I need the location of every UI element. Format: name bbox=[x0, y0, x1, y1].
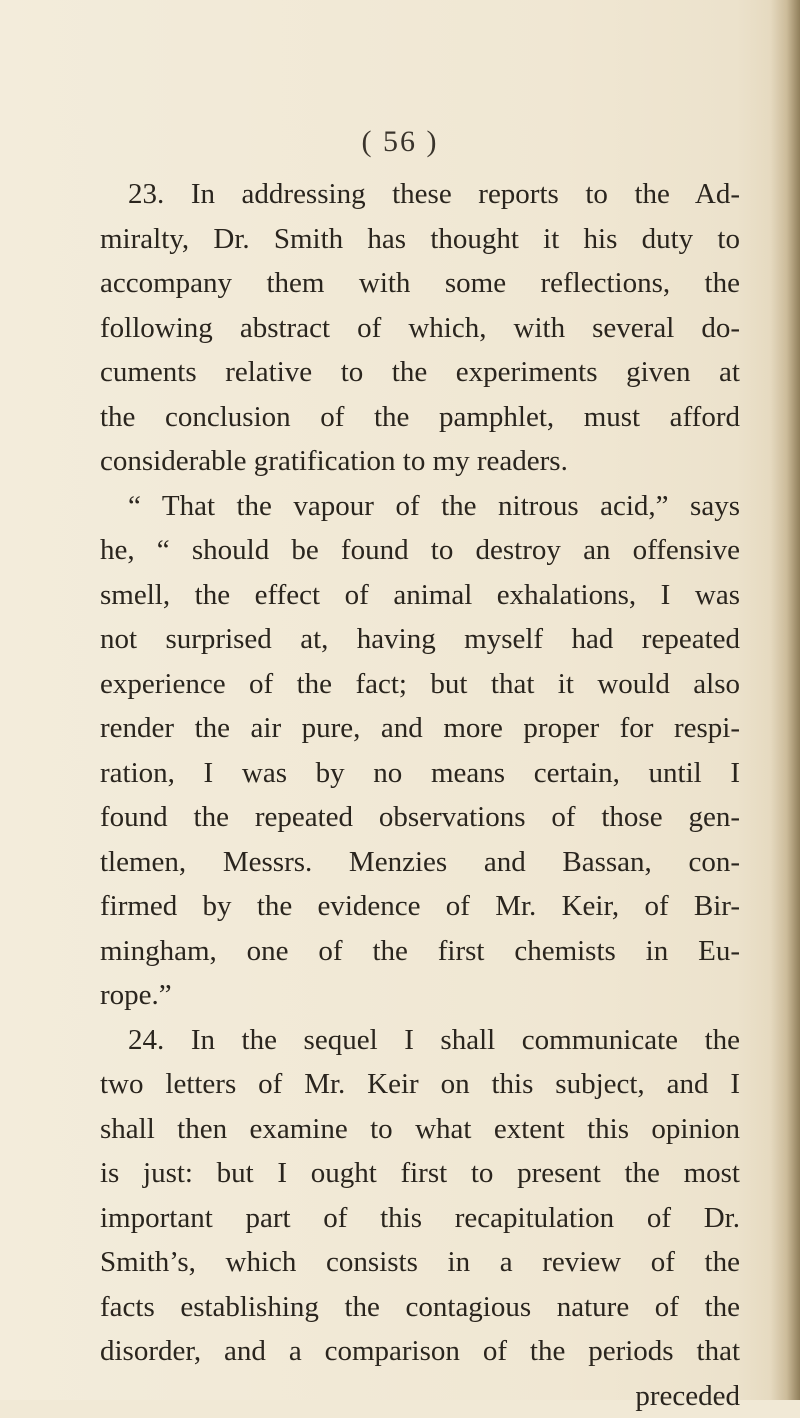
text-line: smell, the effect of animal exhalations, I was bbox=[100, 573, 740, 618]
text-line: miralty, Dr. Smith has thought it his duty to bbox=[100, 217, 740, 262]
text-line: not surprised at, having myself had repeated bbox=[100, 617, 740, 662]
text-line: following abstract of which, with several do- bbox=[100, 306, 740, 351]
text-line: he, “ should be found to destroy an offensive bbox=[100, 528, 740, 573]
text-line: shall then examine to what extent this opinion bbox=[100, 1107, 740, 1152]
text-line: experience of the fact; but that it would also bbox=[100, 662, 740, 707]
text-line: the conclusion of the pamphlet, must afford bbox=[100, 395, 740, 440]
text-line: important part of this recapitulation of Dr. bbox=[100, 1196, 740, 1241]
body-text bbox=[100, 172, 740, 1418]
text-line: is just: but I ought first to present the most bbox=[100, 1151, 740, 1196]
catchword: preceded bbox=[100, 1374, 740, 1418]
text-line: facts establishing the contagious nature of the bbox=[100, 1285, 740, 1330]
text-line: “ That the vapour of the nitrous acid,” says bbox=[100, 484, 740, 529]
text-line: 23. In addressing these reports to the Ad- bbox=[100, 172, 740, 217]
text-line: accompany them with some reflections, the bbox=[100, 261, 740, 306]
text-line: render the air pure, and more proper for respi- bbox=[100, 706, 740, 751]
text-line: two letters of Mr. Keir on this subject, and I bbox=[100, 1062, 740, 1107]
text-line: rope.” bbox=[100, 973, 740, 1018]
text-line: cuments relative to the experiments given at bbox=[100, 350, 740, 395]
text-line: tlemen, Messrs. Menzies and Bassan, con- bbox=[100, 840, 740, 885]
text-line: 24. In the sequel I shall communicate the bbox=[100, 1018, 740, 1063]
text-line: Smith’s, which consists in a review of the bbox=[100, 1240, 740, 1285]
text-line: disorder, and a comparison of the periods that bbox=[100, 1329, 740, 1374]
text-line: considerable gratification to my readers. bbox=[100, 439, 740, 484]
text-line: ration, I was by no means certain, until I bbox=[100, 751, 740, 796]
text-line: found the repeated observations of those gen- bbox=[100, 795, 740, 840]
page-edge-shadow bbox=[770, 0, 800, 1400]
text-line: firmed by the evidence of Mr. Keir, of Bir- bbox=[100, 884, 740, 929]
text-line: mingham, one of the first chemists in Eu- bbox=[100, 929, 740, 974]
page-number: ( 56 ) bbox=[0, 125, 800, 159]
